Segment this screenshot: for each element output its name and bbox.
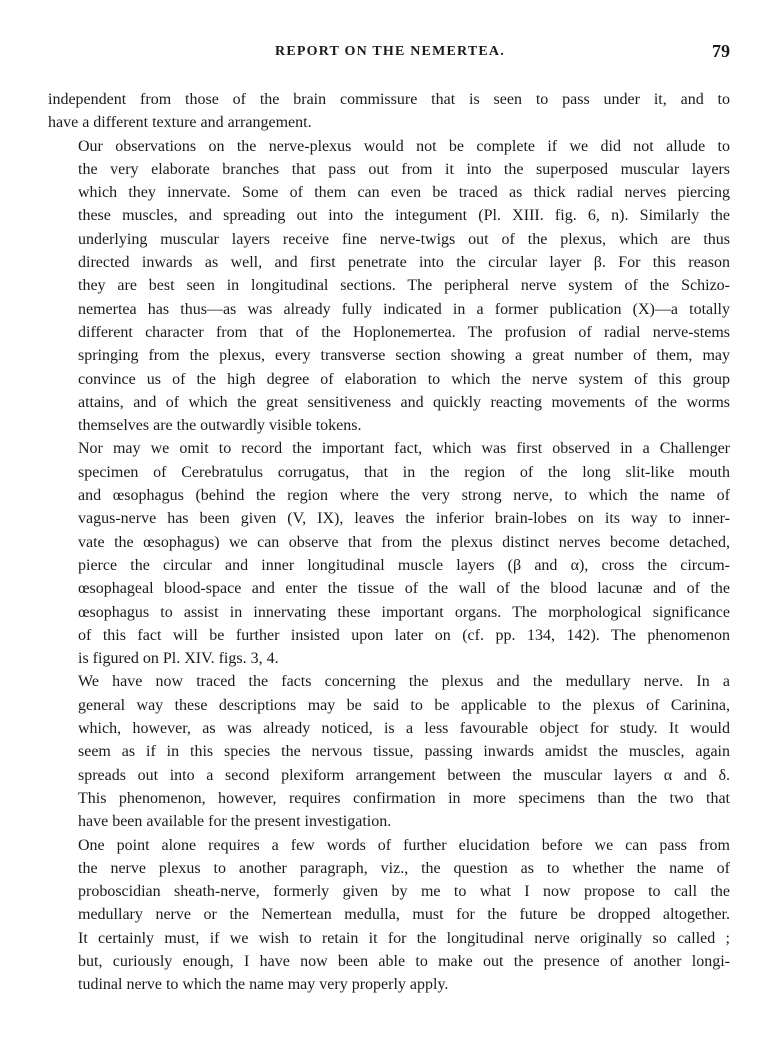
paragraph-5	[48, 834, 730, 997]
text-line: vagus-nerve has been given (V, IX), leaves the inferior brain-lobes on its way to inner-	[78, 510, 730, 528]
text-line: tudinal nerve to which the name may very properly apply.	[78, 976, 449, 994]
paragraph-1	[48, 88, 730, 135]
text-line: themselves are the outwardly visible tokens.	[78, 417, 362, 435]
text-line: attains, and of which the great sensitiveness and quickly reacting movements of the worms	[78, 393, 730, 411]
text-line: seem as if in this species the nervous tissue, passing inwards amidst the muscles, again	[78, 743, 730, 761]
text-line: We have now traced the facts concerning the plexus and the medullary nerve. In a	[78, 673, 730, 691]
text-line: medullary nerve or the Nemertean medulla, must for the future be dropped altogether.	[78, 906, 730, 924]
text-line: directed inwards as well, and first penetrate into the circular layer β. For this reason	[78, 254, 730, 272]
text-line: œsophageal blood-space and enter the tissue of the wall of the blood lacunæ and of the	[78, 580, 730, 598]
text-line: have been available for the present investigation.	[78, 813, 392, 831]
body-text	[48, 88, 730, 997]
paragraph-2	[48, 135, 730, 438]
text-line: they are best seen in longitudinal sections. The peripheral nerve system of the Schizo-	[78, 277, 730, 295]
text-line: different character from that of the Hoplonemertea. The profusion of radial nerve-stems	[78, 323, 730, 341]
text-line: and œsophagus (behind the region where the very strong nerve, to which the name of	[78, 487, 730, 505]
text-line: the nerve plexus to another paragraph, viz., the question as to whether the name of	[78, 859, 730, 877]
paragraph-3	[48, 437, 730, 670]
text-line: is figured on Pl. XIV. figs. 3, 4.	[78, 650, 279, 668]
text-line: pierce the circular and inner longitudinal muscle layers (β and α), cross the circum-	[78, 556, 730, 574]
text-line: Our observations on the nerve-plexus would not be complete if we did not allude to	[78, 137, 730, 155]
text-line: have a different texture and arrangement.	[48, 114, 312, 132]
text-line: It certainly must, if we wish to retain it for the longitudinal nerve originally so called ;	[78, 929, 730, 947]
text-line: springing from the plexus, every transverse section showing a great number of them, may	[78, 347, 730, 365]
paragraph-4	[48, 670, 730, 833]
text-line: which they innervate. Some of them can even be traced as thick radial nerves piercing	[78, 184, 730, 202]
running-head	[50, 41, 730, 66]
text-line: which, however, as was already noticed, is a less favourable object for study. It would	[78, 720, 730, 738]
text-line: of this fact will be further insisted upon later on (cf. pp. 134, 142). The phenomenon	[78, 626, 730, 644]
text-line: specimen of Cerebratulus corrugatus, that in the region of the long slit-like mouth	[78, 463, 730, 481]
text-line: underlying muscular layers receive fine nerve-twigs out of the plexus, which are thus	[78, 230, 730, 248]
text-line: convince us of the high degree of elaboration to which the nerve system of this group	[78, 370, 730, 388]
text-line: This phenomenon, however, requires confirmation in more specimens than the two that	[78, 789, 730, 807]
text-line: Nor may we omit to record the important fact, which was first observed in a Challenger	[78, 440, 730, 458]
text-line: general way these descriptions may be said to be applicable to the plexus of Carinina,	[78, 696, 730, 714]
text-line: but, curiously enough, I have now been able to make out the presence of another longi-	[78, 952, 730, 970]
running-title: REPORT ON THE NEMERTEA.	[275, 44, 505, 59]
text-line: proboscidian sheath-nerve, formerly given by me to what I now propose to call the	[78, 883, 730, 901]
text-line: œsophagus to assist in innervating these important organs. The morphological significance	[78, 603, 730, 621]
text-line: spreads out into a second plexiform arrangement between the muscular layers α and δ.	[78, 766, 730, 784]
text-line: One point alone requires a few words of further elucidation before we can pass from	[78, 836, 730, 854]
text-line: these muscles, and spreading out into the integument (Pl. XIII. fig. 6, n). Similarly the	[78, 207, 730, 225]
text-line: nemertea has thus—as was already fully indicated in a former publication (X)—a totally	[78, 300, 730, 318]
text-line: vate the œsophagus) we can observe that from the plexus distinct nerves become detached,	[78, 533, 730, 551]
page-number: 79	[712, 41, 730, 61]
text-line: independent from those of the brain commissure that is seen to pass under it, and to	[48, 91, 730, 108]
text-line: the very elaborate branches that pass out from it into the superposed muscular layers	[78, 160, 730, 178]
